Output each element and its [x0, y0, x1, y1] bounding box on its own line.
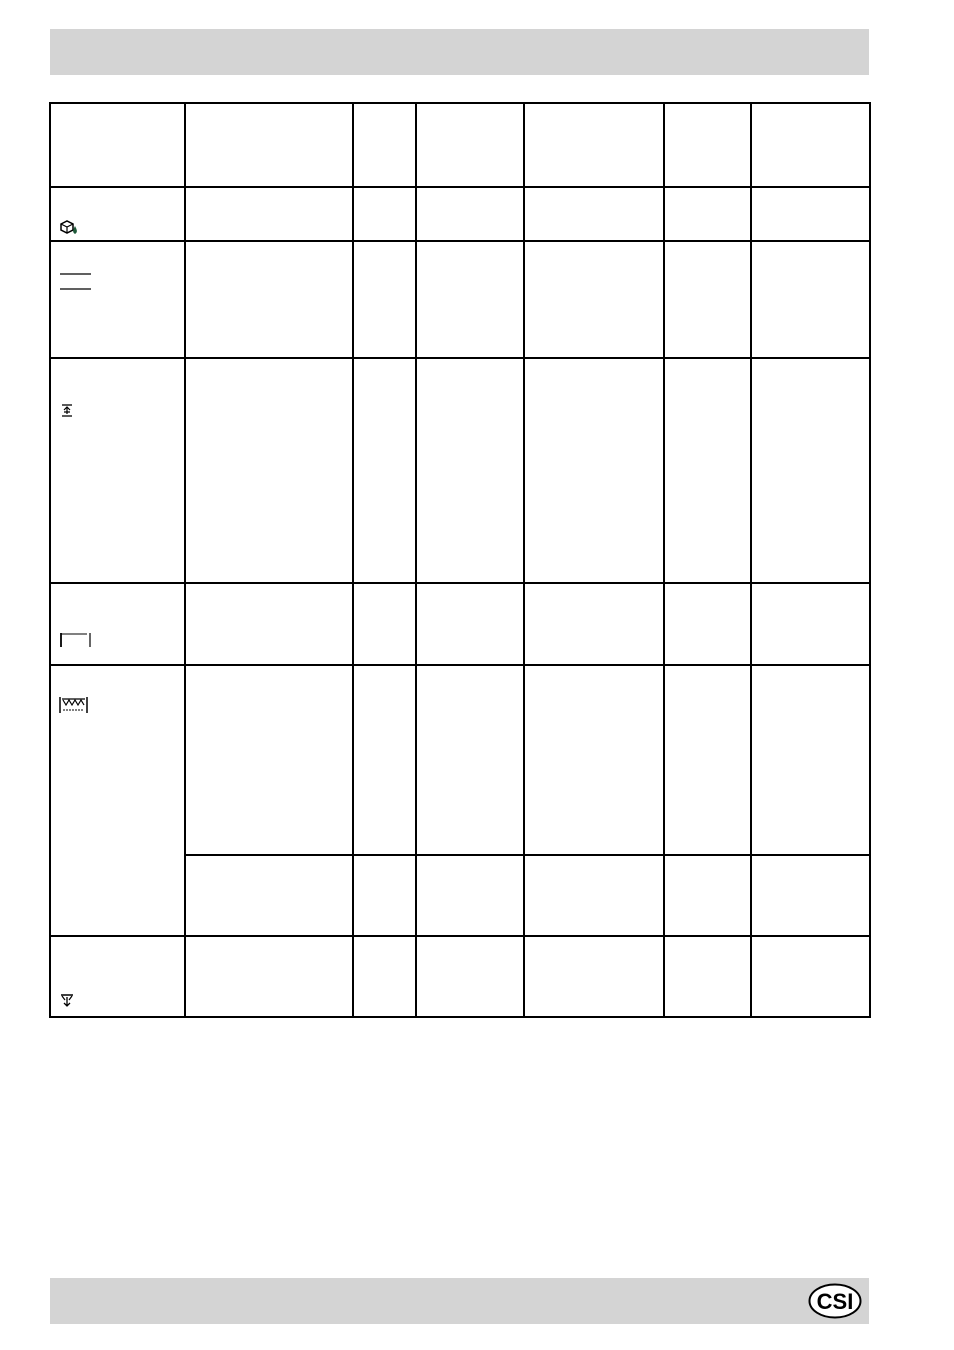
- table-row: [50, 936, 870, 1017]
- table-cell: [353, 665, 416, 855]
- table-cell: [353, 855, 416, 936]
- top-bottom-heat-icon: [59, 271, 93, 293]
- header-cell-shelf: [416, 103, 524, 187]
- header-cell-temperature: [664, 103, 751, 187]
- table-cell: [416, 583, 524, 665]
- table-row: [50, 583, 870, 665]
- table-row: [50, 358, 870, 583]
- logo-text: CSI: [816, 1289, 854, 1314]
- table-cell: [185, 665, 353, 855]
- header-band: [50, 29, 869, 75]
- table-cell: [416, 241, 524, 358]
- table-header-row: [50, 103, 870, 187]
- table-cell: [524, 358, 664, 583]
- table-cell: [524, 936, 664, 1017]
- table-cell: [185, 583, 353, 665]
- defrost-icon: [59, 218, 79, 235]
- table-cell: [353, 358, 416, 583]
- fan-grill-icon: [59, 992, 75, 1008]
- table-cell: [416, 855, 524, 936]
- table-row: [50, 241, 870, 358]
- table-cell: [751, 936, 870, 1017]
- header-cell-weight: [353, 103, 416, 187]
- table-cell: [353, 187, 416, 241]
- header-cell-function: [50, 103, 185, 187]
- table-row: [50, 665, 870, 855]
- table-cell: [416, 665, 524, 855]
- table-cell: [185, 187, 353, 241]
- function-cell: [50, 358, 185, 583]
- function-cell: [50, 583, 185, 665]
- table-cell: [524, 665, 664, 855]
- bottom-heat-icon: [59, 632, 93, 648]
- table-cell: [751, 583, 870, 665]
- header-cell-food: [185, 103, 353, 187]
- grill-icon: [59, 696, 89, 714]
- footer-band: [50, 1278, 869, 1324]
- table-cell: [664, 936, 751, 1017]
- header-cell-preheat: [524, 103, 664, 187]
- table-cell: [353, 936, 416, 1017]
- function-cell: [50, 187, 185, 241]
- table-row: [50, 187, 870, 241]
- fan-assisted-icon: [59, 402, 75, 418]
- table-cell: [416, 936, 524, 1017]
- cooking-table: [49, 102, 871, 1018]
- table-cell: [664, 583, 751, 665]
- function-cell: [50, 936, 185, 1017]
- table-cell: [185, 936, 353, 1017]
- table-cell: [751, 665, 870, 855]
- table-cell: [664, 358, 751, 583]
- table-cell: [353, 241, 416, 358]
- table-cell: [664, 241, 751, 358]
- table-cell: [185, 241, 353, 358]
- table-cell: [185, 358, 353, 583]
- header-cell-time: [751, 103, 870, 187]
- table-cell: [751, 241, 870, 358]
- function-cell: [50, 241, 185, 358]
- table-cell: [751, 187, 870, 241]
- table-cell: [416, 187, 524, 241]
- table-cell: [524, 241, 664, 358]
- table-cell: [664, 855, 751, 936]
- table-cell: [751, 358, 870, 583]
- table-cell: [185, 855, 353, 936]
- table-cell: [353, 583, 416, 665]
- csi-logo: [808, 1283, 862, 1319]
- table-cell: [664, 187, 751, 241]
- table-cell: [416, 358, 524, 583]
- table-cell: [524, 583, 664, 665]
- function-cell: [50, 665, 185, 936]
- table-cell: [751, 855, 870, 936]
- table-cell: [524, 855, 664, 936]
- table-cell: [524, 187, 664, 241]
- table-cell: [664, 665, 751, 855]
